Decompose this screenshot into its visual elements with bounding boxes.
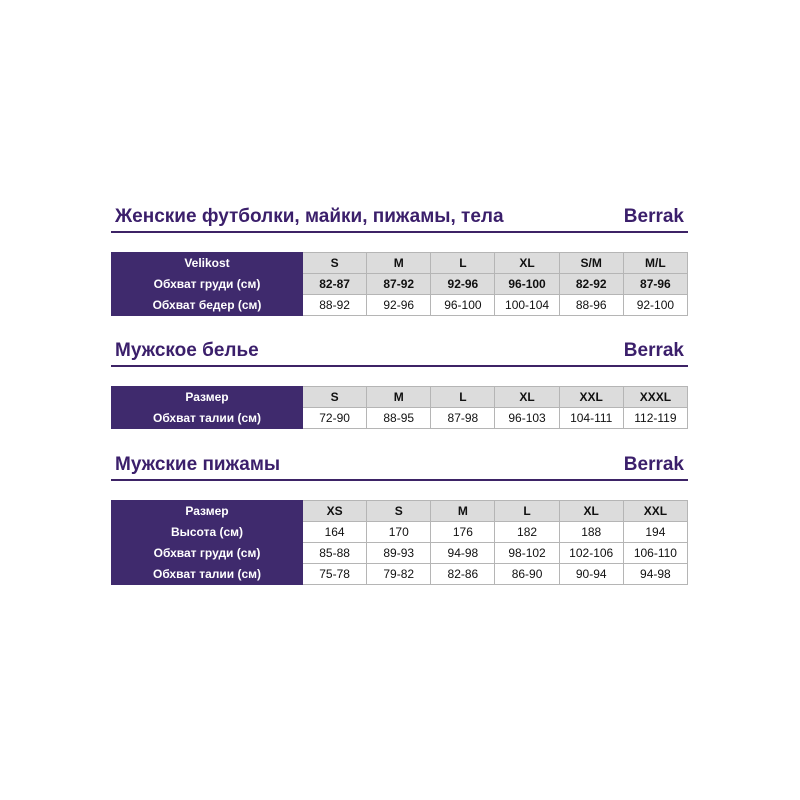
size-table [111,500,688,585]
measure-cell: 96-100 [495,274,559,295]
table-row [112,501,688,522]
measure-cell: 182 [495,522,559,543]
size-cell: S [303,387,367,408]
measure-cell: 86-90 [495,564,559,585]
size-table [111,252,688,316]
measure-cell: 82-87 [303,274,367,295]
measure-cell: 75-78 [303,564,367,585]
measure-cell: 90-94 [559,564,623,585]
table-row [112,295,688,316]
size-cell: M/L [623,253,687,274]
measure-cell: 96-100 [431,295,495,316]
measure-cell: 79-82 [367,564,431,585]
measure-cell: 87-96 [623,274,687,295]
size-cell: S [367,501,431,522]
measure-cell: 112-119 [623,408,687,429]
measure-cell: 85-88 [303,543,367,564]
size-cell: XXXL [623,387,687,408]
measure-cell: 176 [431,522,495,543]
brand-name: Berrak [623,340,684,361]
section-header [111,340,688,362]
measure-cell: 94-98 [431,543,495,564]
size-cell: XL [495,253,559,274]
measure-cell: 188 [559,522,623,543]
row-label: Обхват груди (см) [112,274,303,295]
mens-pajamas-section [111,454,688,584]
measure-cell: 94-98 [623,564,687,585]
measure-cell: 87-92 [367,274,431,295]
title-underline [111,365,688,367]
measure-cell: 102-106 [559,543,623,564]
measure-cell: 92-100 [623,295,687,316]
size-cell: M [367,253,431,274]
row-label: Обхват груди (см) [112,543,303,564]
measure-cell: 88-96 [559,295,623,316]
table-row [112,387,688,408]
measure-cell: 170 [367,522,431,543]
title-underline [111,479,688,481]
measure-cell: 164 [303,522,367,543]
measure-cell: 88-95 [367,408,431,429]
measure-cell: 92-96 [367,295,431,316]
brand-name: Berrak [623,206,684,227]
measure-cell: 104-111 [559,408,623,429]
row-label: Обхват талии (см) [112,564,303,585]
size-cell: L [495,501,559,522]
section-header [111,454,688,476]
size-cell: XS [303,501,367,522]
row-label: Высота (см) [112,522,303,543]
table-row [112,253,688,274]
table-row [112,274,688,295]
size-cell: M [367,387,431,408]
size-cell: L [431,253,495,274]
mens-underwear-section [111,340,688,430]
measure-cell: 82-86 [431,564,495,585]
size-cell: XXL [559,387,623,408]
size-cell: M [431,501,495,522]
row-label: Размер [112,387,303,408]
measure-cell: 92-96 [431,274,495,295]
measure-cell: 87-98 [431,408,495,429]
measure-cell: 72-90 [303,408,367,429]
measure-cell: 100-104 [495,295,559,316]
measure-cell: 82-92 [559,274,623,295]
table-row [112,522,688,543]
section-header [111,206,688,228]
size-cell: S/M [559,253,623,274]
size-cell: S [303,253,367,274]
row-label: Обхват талии (см) [112,408,303,429]
measure-cell: 106-110 [623,543,687,564]
row-label: Размер [112,501,303,522]
measure-cell: 96-103 [495,408,559,429]
measure-cell: 88-92 [303,295,367,316]
row-label: Обхват бедер (см) [112,295,303,316]
size-table [111,386,688,429]
size-cell: L [431,387,495,408]
section-title: Женские футболки, майки, пижамы, тела [115,206,504,227]
womens-size-section [111,206,688,318]
section-title: Мужское белье [115,340,259,361]
brand-name: Berrak [623,454,684,475]
table-row [112,543,688,564]
table-row [112,408,688,429]
row-label: Velikost [112,253,303,274]
section-title: Мужские пижамы [115,454,281,475]
measure-cell: 98-102 [495,543,559,564]
size-cell: XL [559,501,623,522]
table-row [112,564,688,585]
measure-cell: 89-93 [367,543,431,564]
size-cell: XL [495,387,559,408]
title-underline [111,231,688,233]
size-cell: XXL [623,501,687,522]
measure-cell: 194 [623,522,687,543]
